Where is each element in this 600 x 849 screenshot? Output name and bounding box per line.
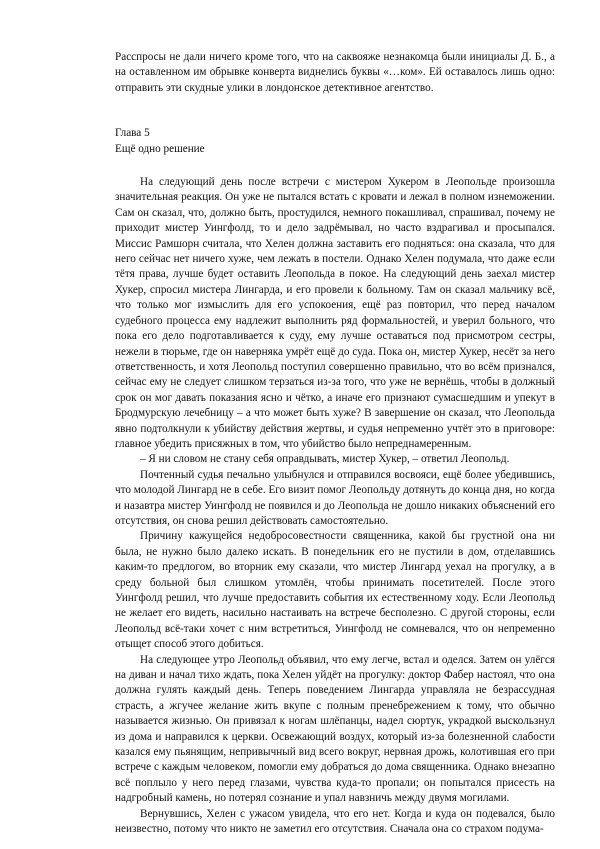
body-paragraph: На следующее утро Леопольд объявил, что ему легче, встал и оделся. Затем он улёгся на диван и начал тихо ждать, пока Хелен уйдёт на прогулку: доктор Фабер настоял, что она должна гулять каждый день. Теперь поведением Лингарда управляла не безрассудная страсть, а жгучее желание жить вкупе с полным пренебрежением к тому, что обычно называется жизнью. Он привязал к ногам шлёпанцы, надел сюртук, украдкой выскользнул из дома и направился к церкви. Освежающий воздух, который из-за болезненной слабости казался ему пьянящим, непривычный вид всего вокруг, нервная дрожь, колотившая его при встрече с каждым человеком, помогли ему добраться до дома священника. Однако внезапно всё поплыло у него перед глазами, чувства куда-то пропали; он попытался присесть на надгробный камень, но потерял сознание и упал навзничь между двумя могилами.: [115, 653, 555, 805]
body-paragraph: Причину кажущейся недобросовестности священника, какой бы грустной она ни была, не нужно было далеко искать. В понедельник его не пустили в дом, отделавшись каким-то предлогом, во вторник ему сказали, что мистер Лингард уехал на прогулку, а в среду больной был слишком утомлён, чтобы принимать посетителей. После этого Уингфолд решил, что лучше предоставить события их естественному ходу. Если Леопольд не желает его видеть, насильно настаивать на встрече бесполезно. С другой стороны, если Леопольд всё-таки хочет с ним встретиться, Уингфолд не сомневался, что он непременно отыщет способ этого добиться.: [115, 530, 555, 651]
intro-paragraph: Расспросы не дали ничего кроме того, что на саквояже незнакомца были инициалы Д. Б., а на оставленном им обрывке конверта виднелись буквы «…ком». Ей оставалось лишь одно: отправить эти скудные улики в лондонское детективное агентство.: [115, 51, 555, 94]
section-gap: [115, 96, 555, 126]
document-page: [115, 50, 555, 838]
body-paragraph: – Я ни словом не стану себя оправдывать, мистер Хукер, – ответил Леопольд.: [140, 453, 510, 466]
chapter-body: [115, 175, 555, 837]
body-paragraph: Вернувшись, Хелен с ужасом увидела, что его нет. Когда и куда он подевался, было неизвестно, потому что никто не заметил его отсутствия. Сначала она со страхом подума-: [115, 807, 555, 836]
chapter-heading: [115, 126, 555, 157]
chapter-title: Ещё одно решение: [115, 142, 205, 155]
heading-gap: [115, 157, 555, 175]
chapter-label: Глава 5: [115, 127, 150, 140]
body-paragraph: На следующий день после встречи с мистером Хукером в Леопольде произошла значительная реакция. Он уже не пытался встать с кровати и лежал в полном изнеможении. Сам он сказал, что, должно быть, простудился, немного покашливал, спрашивал, почему не приходит мистер Уингфолд, то и дело задрёмывал, но часто вздрагивал и просыпался. Миссис Рамшорн считала, что Хелен должна заставить его подняться: она сказала, что для него сейчас нет ничего хуже, чем лежать в постели. Однако Хелен подумала, что даже если тётя права, лучше будет оставить Леопольда в покое. На следующий день заехал мистер Хукер, спросил мистера Лингарда, и его провели к больному. Там он сказал мальчику всё, что только мог измыслить для его успокоения, ещё раз повторил, что перед началом судебного процесса ему надлежит выполнить ряд формальностей, и уверил больного, что пока его дело подготавливается к суду, ему лучше оставаться под присмотром сестры, нежели в тюрьме, где он наверняка умрёт ещё до суда. Пока он, мистер Хукер, несёт за него ответственность, и хотя Леопольд поступил совершенно правильно, что во всём признался, сейчас ему не следует слишком терзаться из-за того, что уже не вернёшь, чтобы в должный срок он мог давать показания ясно и чётко, а иначе его признают сумасшедшим и упекут в Бродмурскую лечебницу – а что может быть хуже? В завершение он сказал, что Леопольда явно подтолкнули к убийству действия жертвы, и судья непременно учтёт это в приговоре: главное убедить присяжных в том, что убийство было непреднамеренным.: [115, 176, 555, 450]
body-paragraph: Почтенный судья печально улыбнулся и отправился восвояси, ещё более убедившись, что молодой Лингард не в себе. Его визит помог Леопольду дотянуть до конца дня, но когда и назавтра мистер Уингфолд не появился и до Леопольда не дошло никаких объяснений его отсутствия, он снова решил действовать самостоятельно.: [115, 468, 555, 527]
